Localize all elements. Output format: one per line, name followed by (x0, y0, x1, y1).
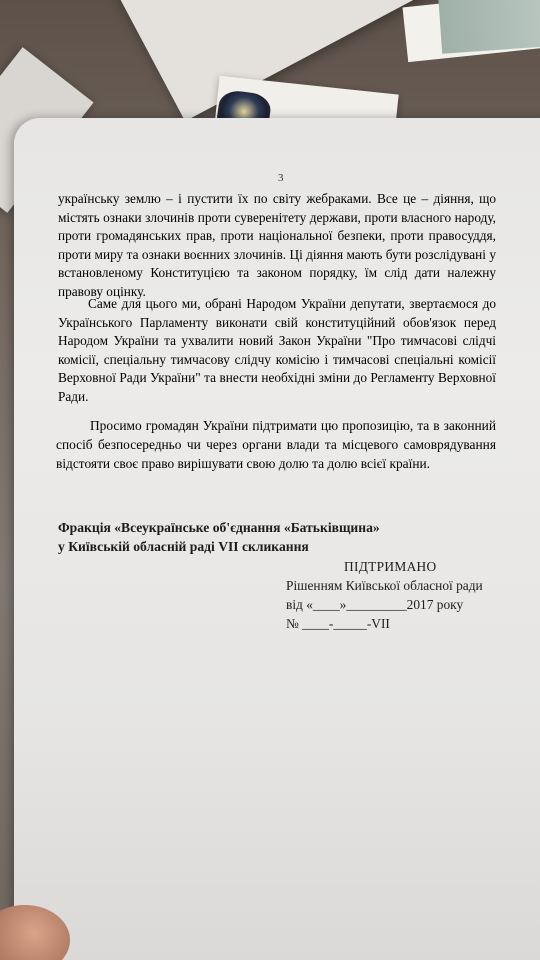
paragraph-2: Саме для цього ми, обрані Народом України депутати, звертаємося до Українського Парламенту виконати свій конституційний обов'язок перед Народом України та ухвалити новий Закон України "Про тимчасові слідчі комісії, спеціальну тимчасову слідчу комісію і тимчасові спеціальні комісії Верховної Ради України" та внести необхідні зміни до Регламенту Верховної Ради. (58, 296, 496, 404)
approval-number: № ____-_____-VII (286, 616, 390, 631)
approval-block (286, 557, 483, 633)
page-number: 3 (278, 172, 284, 184)
paragraph-1: українську землю – і пустити їх по світу жебраками. Все це – діяння, що містять ознаки злочинів проти суверенітету держави, проти власного народу, проти громадянських прав, проти національної безпеки, проти правосуддя, проти миру та ознаки воєнних злочинів. Ці діяння мають бути розслідувані у встановленому Конституцією та законом порядку, їм слід дати належну правову оцінку. (58, 191, 496, 299)
approval-decision: Рішенням Київської обласної ради (286, 578, 483, 593)
paragraph-3: Просимо громадян України підтримати цю пропозицію, та в законний спосіб безпосередньо чи через органи влади та місцевого самоврядування відстояти своє право вирішувати свою долю та долю всієї країни. (56, 418, 496, 472)
approval-date: від «____»_________2017 року (286, 597, 464, 612)
background-box (438, 0, 540, 54)
faction-name: Фракція «Всеукраїнське об'єднання «Батьківщина» (58, 520, 380, 535)
council-convocation: у Київській обласній раді VII скликання (58, 539, 309, 554)
approval-heading: ПІДТРИМАНО (344, 559, 437, 574)
